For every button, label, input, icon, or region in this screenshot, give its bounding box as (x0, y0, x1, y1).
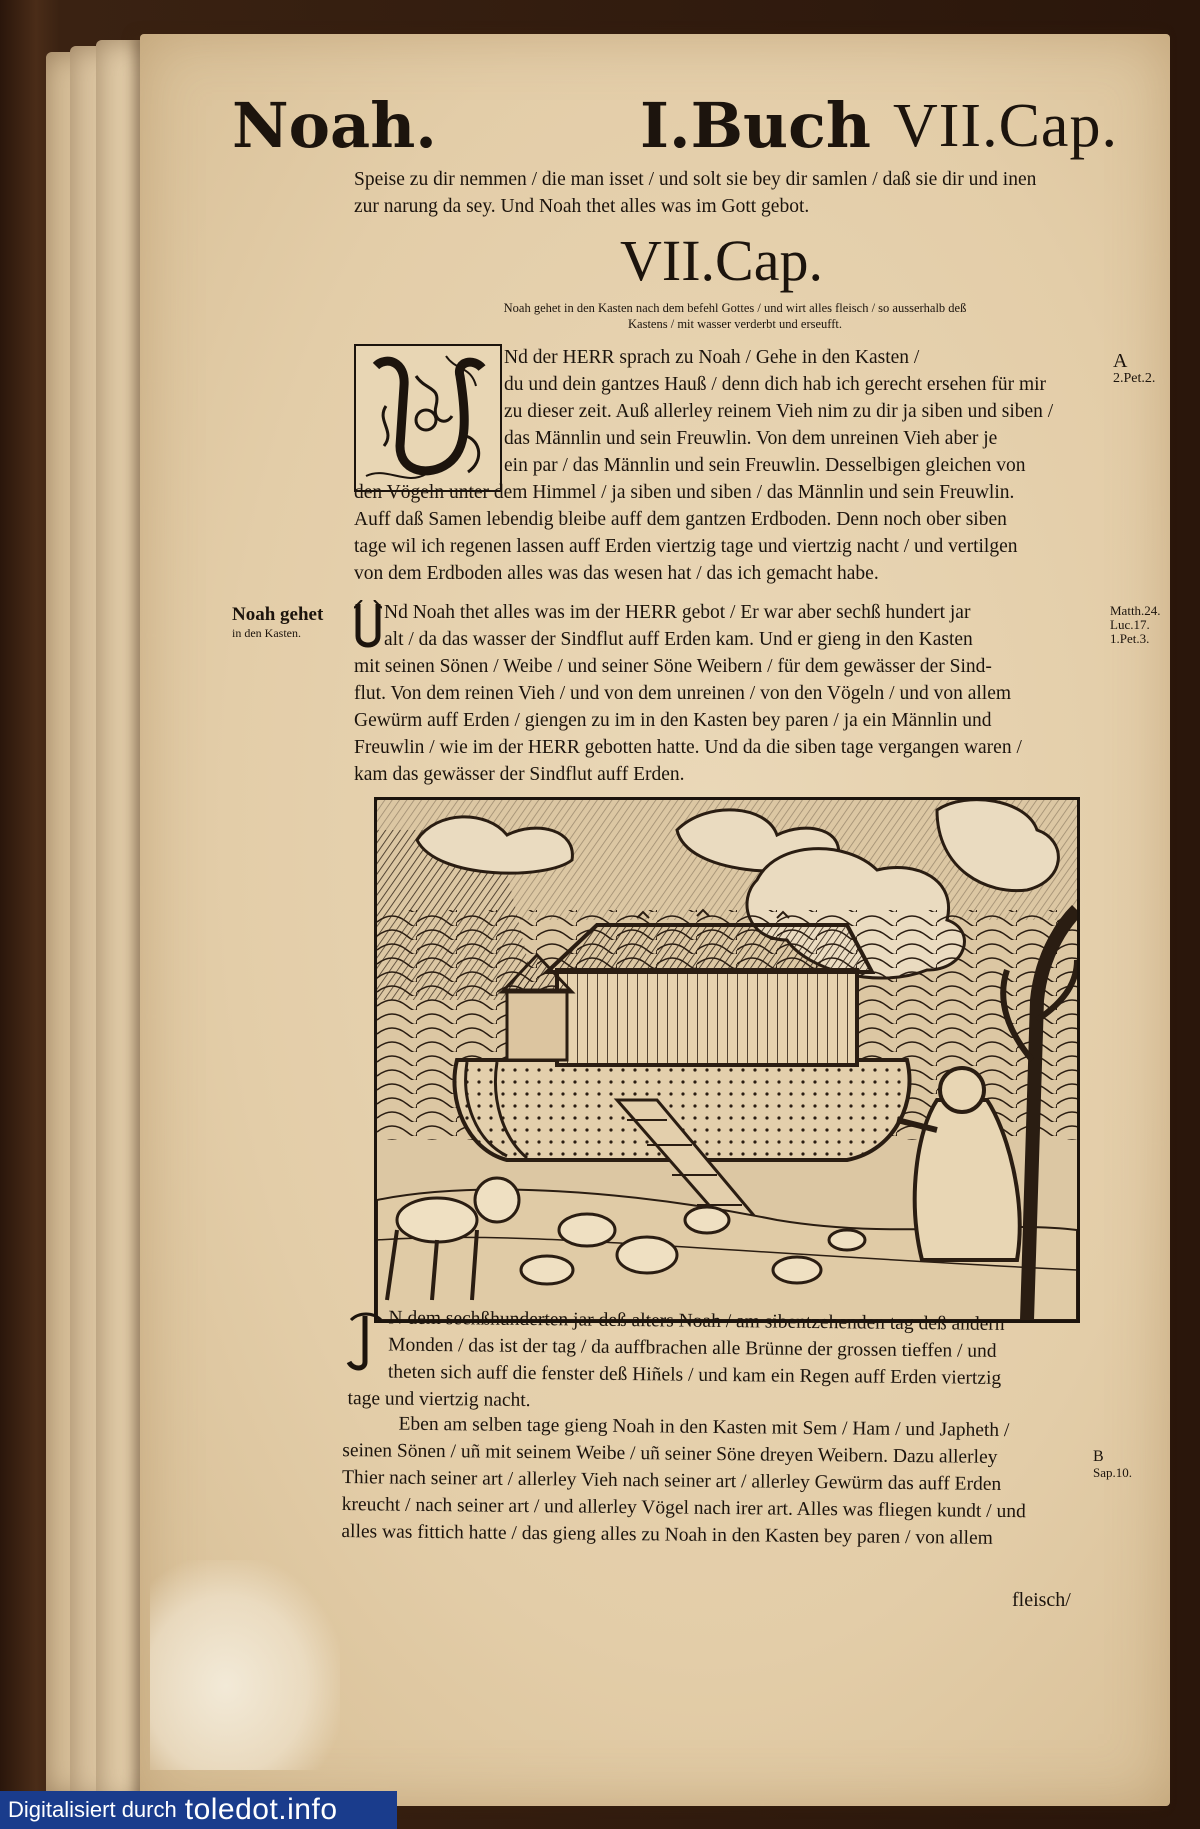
woodcut-image (377, 800, 1077, 1320)
text-line: mit seinen Sönen / Weibe / und seiner Söne Weibern / für dem gewässer der Sind- (354, 656, 992, 677)
summary-line: Noah gehet in den Kasten nach dem befehl Gottes / und wirt alles fleisch / so ausserhalb deß (503, 301, 967, 315)
margin-ref: Sap.10. (1093, 1465, 1132, 1480)
paragraph-b (354, 599, 1114, 788)
text-line: Monden / das ist der tag / da auffbrachen alle Brünne der grossen tieffen / und (388, 1334, 997, 1362)
text-line: flut. Von dem reinen Vieh / und von dem unreinen / von den Vögeln / und von allem (354, 683, 1012, 704)
text-line: Auff daß Samen lebendig bleibe auff dem gantzen Erdboden. Denn noch ober siben (354, 509, 1007, 530)
text-line: Nd Noah thet alles was im der HERR gebot / Er war aber sechß hundert jar (384, 602, 971, 623)
text-line: theten sich auff die fenster deß Hiñels / und kam ein Regen auff Erden viertzig (387, 1361, 1002, 1389)
paper-stain (150, 1560, 340, 1770)
catchword: fleisch/ (1012, 1589, 1071, 1611)
paragraph-c (347, 1304, 1093, 1420)
text-line: zur narung da sey. Und Noah thet alles was im Gott gebot. (354, 196, 810, 217)
margin-note-subtitle: in den Kasten. (232, 626, 301, 640)
text-line: Gewürm auff Erden / giengen zu im in den Kasten bey paren / ja ein Männlin und (354, 710, 992, 731)
text-line: zu dieser zeit. Auß allerley reinem Vieh nim zu dir ja siben und siben / (504, 401, 1054, 422)
ark-woodcut-illustration (374, 797, 1080, 1323)
margin-ref: 2.Pet.2. (1113, 371, 1156, 386)
text-line: Eben am selben tage gieng Noah in den Kasten mit Sem / Ham / und Japheth / (398, 1413, 1010, 1442)
text-line: du und dein gantzes Hauß / denn dich hab ich gerecht ersehen für mir (504, 374, 1047, 395)
running-head-book: I.Buch (640, 89, 871, 162)
summary-line: Kastens / mit wasser verderbt und erseufft. (628, 317, 842, 331)
chapter-summary (435, 300, 1035, 332)
banner-prefix: Digitalisiert durch (8, 1797, 177, 1822)
chapter-title: VII.Cap. (620, 228, 823, 293)
text-line: tage wil ich regenen lassen auff Erden viertzig tage und viertzig nacht / und vertilgen (354, 536, 1018, 557)
running-head-left: Noah. (232, 89, 437, 162)
text-line: seinen Sönen / uñ mit seinem Weibe / uñ seiner Söne dreyen Weibern. Dazu allerley (342, 1440, 998, 1468)
margin-note-c (1093, 1448, 1157, 1480)
running-head-chapter: VII.Cap. (893, 92, 1118, 160)
paragraph-a (354, 344, 1114, 587)
margin-letter: B (1093, 1448, 1104, 1465)
text-line: tage und viertzig nacht. (347, 1388, 531, 1412)
text-line: das Männlin und sein Freuwlin. Von dem unreinen Vieh aber je (504, 428, 998, 449)
text-line: Thier nach seiner art / allerley Vieh nach seiner art / allerley Gewürm das auff Erden (341, 1467, 1002, 1495)
text-line: den Vögeln unter dem Himmel / ja siben und siben / das Männlin und sein Freuwlin. (354, 482, 1015, 503)
margin-ref: Matth.24. (1110, 603, 1161, 618)
text-line: von dem Erdboden alles was das wesen hat / das ich gemacht habe. (354, 563, 879, 584)
text-line: Nd der HERR sprach zu Noah / Gehe in den Kasten / (504, 347, 920, 368)
text-line: Freuwlin / wie im der HERR gebotten hatte. Und da die siben tage vergangen waren / (354, 737, 1022, 758)
digitization-banner (0, 1791, 397, 1829)
margin-note-b (1110, 604, 1174, 646)
margin-ref: 1.Pet.3. (1110, 631, 1150, 646)
text-line: kreucht / nach seiner art / und allerley Vögel nach irer art. Alles was fliegen kundt / und (341, 1494, 1026, 1523)
text-line: N dem sechßhunderten jar deß alters Noah / am sibentzehenden tag deß andern (388, 1307, 1005, 1335)
margin-note-a (1113, 350, 1173, 386)
text-line: Speise zu dir nemmen / die man isset / und solt sie bey dir samlen / daß sie dir und inen (354, 169, 1037, 190)
text-line: alles was fittich hatte / das gieng alles zu Noah in den Kasten bey paren / von allem (341, 1521, 993, 1549)
text-line: ein par / das Männlin und sein Freuwlin. Desselbigen gleichen von (504, 455, 1026, 476)
banner-site-link[interactable]: toledot.info (184, 1793, 338, 1826)
text-line: alt / da das wasser der Sindflut auff Erden kam. Und er gieng in den Kasten (384, 629, 973, 650)
text-line: kam das gewässer der Sindflut auff Erden. (354, 764, 685, 785)
margin-note-title: Noah gehet (232, 604, 324, 625)
margin-ref: Luc.17. (1110, 617, 1150, 632)
margin-note-left (232, 604, 342, 640)
intro-text (354, 166, 1114, 220)
paragraph-d (341, 1410, 1094, 1553)
margin-letter: A (1113, 350, 1128, 372)
